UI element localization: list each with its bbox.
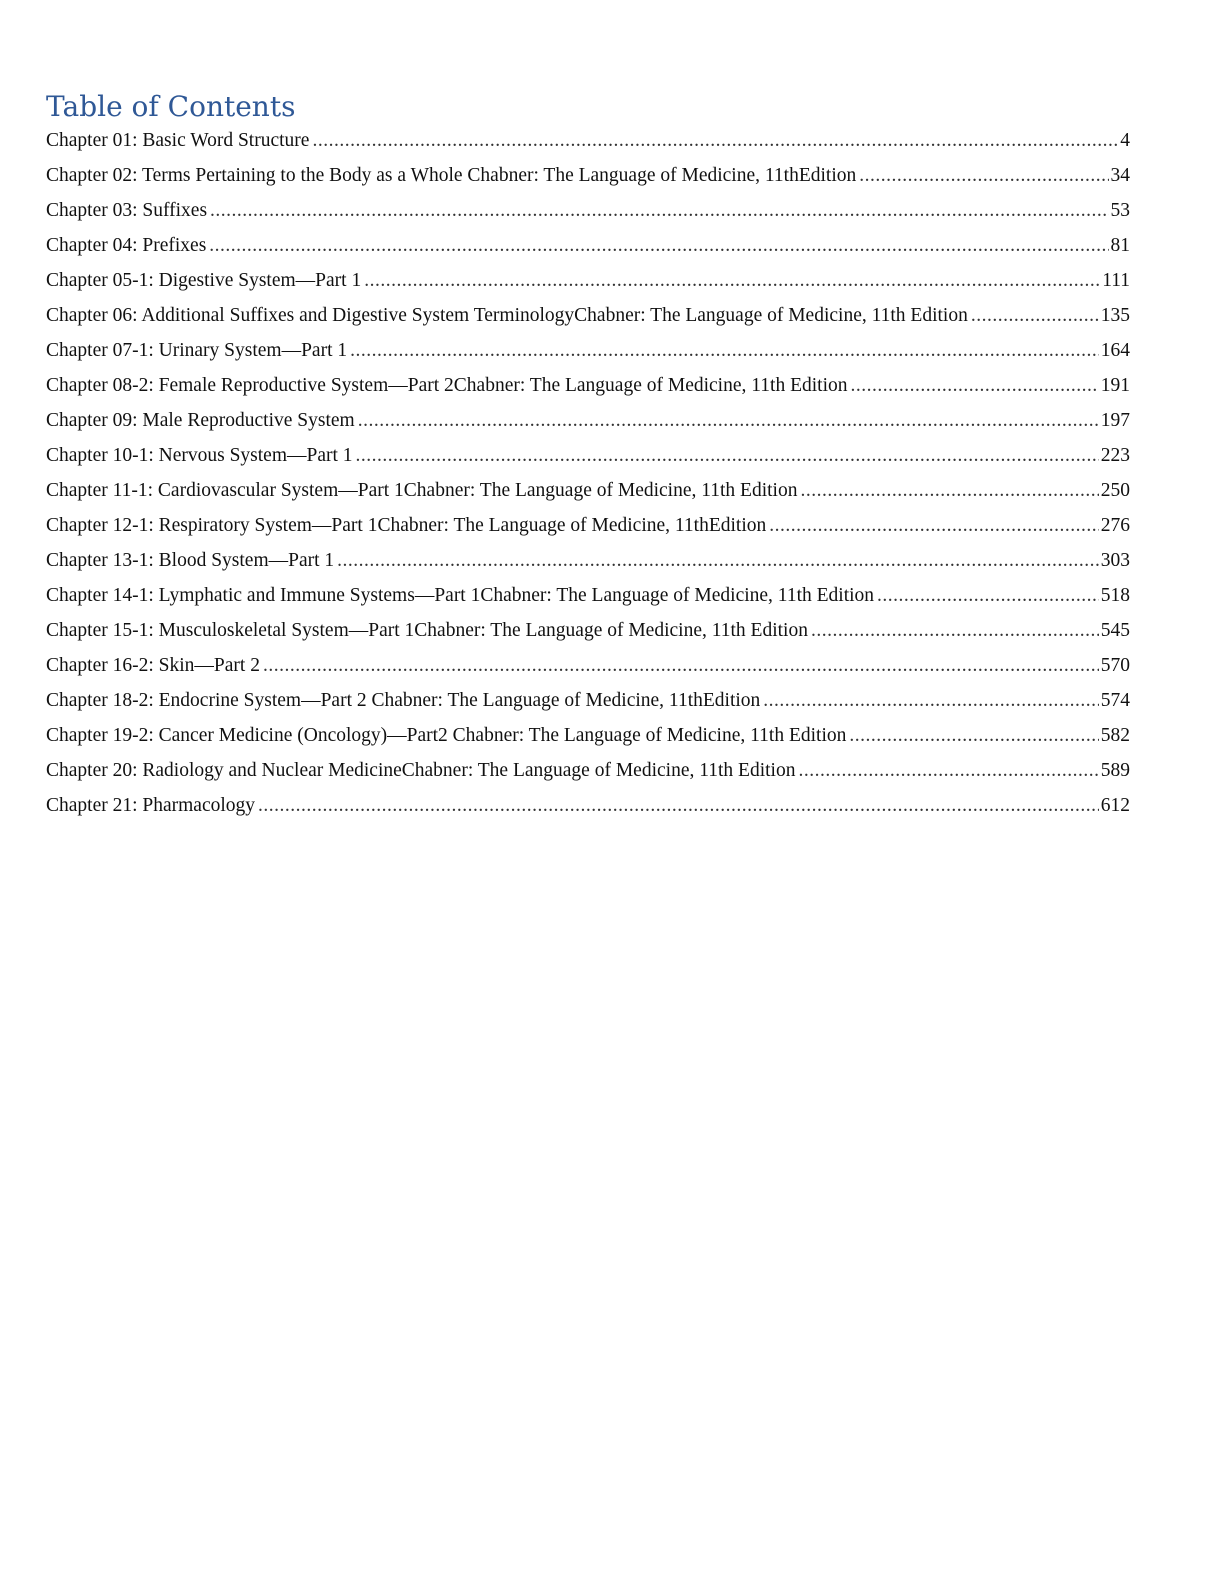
toc-entry-title: Chapter 08-2: Female Reproductive System—Part 2Chabner: The Language of Medicine, 11th Edition [46,375,848,396]
toc-entry-title: Chapter 14-1: Lymphatic and Immune Systems—Part 1Chabner: The Language of Medicine, 11th Edition [46,585,875,606]
dot-leader [769,508,1098,543]
toc-list [46,123,1130,823]
toc-entry-chapter-06[interactable] [46,298,1130,333]
dot-leader [877,578,1099,613]
toc-entry-title: Chapter 12-1: Respiratory System—Part 1Chabner: The Language of Medicine, 11thEdition [46,515,767,536]
toc-entry-title: Chapter 06: Additional Suffixes and Digestive System TerminologyChabner: The Language of Medicine, 11th Edition [46,305,968,326]
toc-entry-page: 582 [1100,725,1130,746]
dot-leader [763,683,1098,718]
toc-entry-page: 164 [1100,340,1130,361]
toc-entry-chapter-10-1[interactable] [46,438,1130,473]
toc-entry-title: Chapter 10-1: Nervous System—Part 1 [46,445,353,466]
toc-entry-chapter-07-1[interactable] [46,333,1130,368]
toc-entry-page: 276 [1100,515,1130,536]
toc-entry-chapter-15-1[interactable] [46,613,1130,648]
toc-entry-chapter-11-1[interactable] [46,473,1130,508]
toc-entry-page: 111 [1102,270,1130,291]
toc-entry-page: 589 [1100,760,1130,781]
toc-entry-page: 574 [1100,690,1130,711]
toc-entry-chapter-13-1[interactable] [46,543,1130,578]
dot-leader [849,718,1098,753]
toc-entry-title: Chapter 02: Terms Pertaining to the Body as a Whole Chabner: The Language of Medicine, 11thEdition [46,165,857,186]
dot-leader [850,368,1098,403]
toc-entry-chapter-09[interactable] [46,403,1130,438]
toc-entry-chapter-14-1[interactable] [46,578,1130,613]
dot-leader [971,298,1099,333]
toc-entry-title: Chapter 20: Radiology and Nuclear MedicineChabner: The Language of Medicine, 11th Edition [46,760,796,781]
dot-leader [258,788,1099,823]
toc-entry-chapter-02[interactable] [46,158,1130,193]
toc-entry-title: Chapter 19-2: Cancer Medicine (Oncology)—Part2 Chabner: The Language of Medicine, 11th Edition [46,725,847,746]
toc-entry-chapter-05-1[interactable] [46,263,1130,298]
toc-entry-page: 518 [1100,585,1130,606]
toc-entry-chapter-12-1[interactable] [46,508,1130,543]
toc-entry-chapter-01[interactable] [46,123,1130,158]
dot-leader [798,753,1098,788]
toc-entry-page: 223 [1100,445,1130,466]
toc-entry-page: 34 [1110,165,1130,186]
dot-leader [811,613,1099,648]
toc-entry-page: 4 [1120,130,1130,151]
toc-entry-chapter-16-2[interactable] [46,648,1130,683]
toc-entry-page: 250 [1100,480,1130,501]
toc-heading: Table of Contents [46,90,296,123]
toc-entry-page: 81 [1110,235,1130,256]
dot-leader [356,438,1099,473]
toc-entry-title: Chapter 01: Basic Word Structure [46,130,310,151]
toc-entry-chapter-21[interactable] [46,788,1130,823]
toc-entry-page: 197 [1100,410,1130,431]
toc-entry-page: 545 [1100,620,1130,641]
toc-entry-title: Chapter 09: Male Reproductive System [46,410,355,431]
dot-leader [859,158,1108,193]
toc-entry-page: 570 [1100,655,1130,676]
toc-entry-title: Chapter 04: Prefixes [46,235,207,256]
toc-entry-title: Chapter 13-1: Blood System—Part 1 [46,550,335,571]
dot-leader [350,333,1099,368]
toc-entry-page: 303 [1100,550,1130,571]
toc-entry-title: Chapter 07-1: Urinary System—Part 1 [46,340,348,361]
toc-entry-title: Chapter 16-2: Skin—Part 2 [46,655,260,676]
toc-entry-page: 612 [1100,795,1130,816]
toc-entry-chapter-19-2[interactable] [46,718,1130,753]
toc-entry-page: 191 [1100,375,1130,396]
toc-entry-title: Chapter 03: Suffixes [46,200,208,221]
dot-leader [210,193,1108,228]
dot-leader [263,648,1099,683]
dot-leader [312,123,1118,158]
toc-entry-chapter-20[interactable] [46,753,1130,788]
toc-entry-title: Chapter 11-1: Cardiovascular System—Part 1Chabner: The Language of Medicine, 11th Edition [46,480,798,501]
dot-leader [358,403,1099,438]
toc-entry-title: Chapter 05-1: Digestive System—Part 1 [46,270,362,291]
toc-entry-chapter-18-2[interactable] [46,683,1130,718]
toc-entry-page: 135 [1100,305,1130,326]
dot-leader [337,543,1099,578]
toc-entry-title: Chapter 18-2: Endocrine System—Part 2 Chabner: The Language of Medicine, 11thEdition [46,690,761,711]
dot-leader [800,473,1098,508]
toc-entry-title: Chapter 21: Pharmacology [46,795,256,816]
toc-entry-chapter-03[interactable] [46,193,1130,228]
toc-entry-page: 53 [1110,200,1130,221]
toc-entry-chapter-04[interactable] [46,228,1130,263]
toc-entry-chapter-08-2[interactable] [46,368,1130,403]
dot-leader [209,228,1108,263]
toc-entry-title: Chapter 15-1: Musculoskeletal System—Part 1Chabner: The Language of Medicine, 11th Edition [46,620,808,641]
dot-leader [364,263,1100,298]
